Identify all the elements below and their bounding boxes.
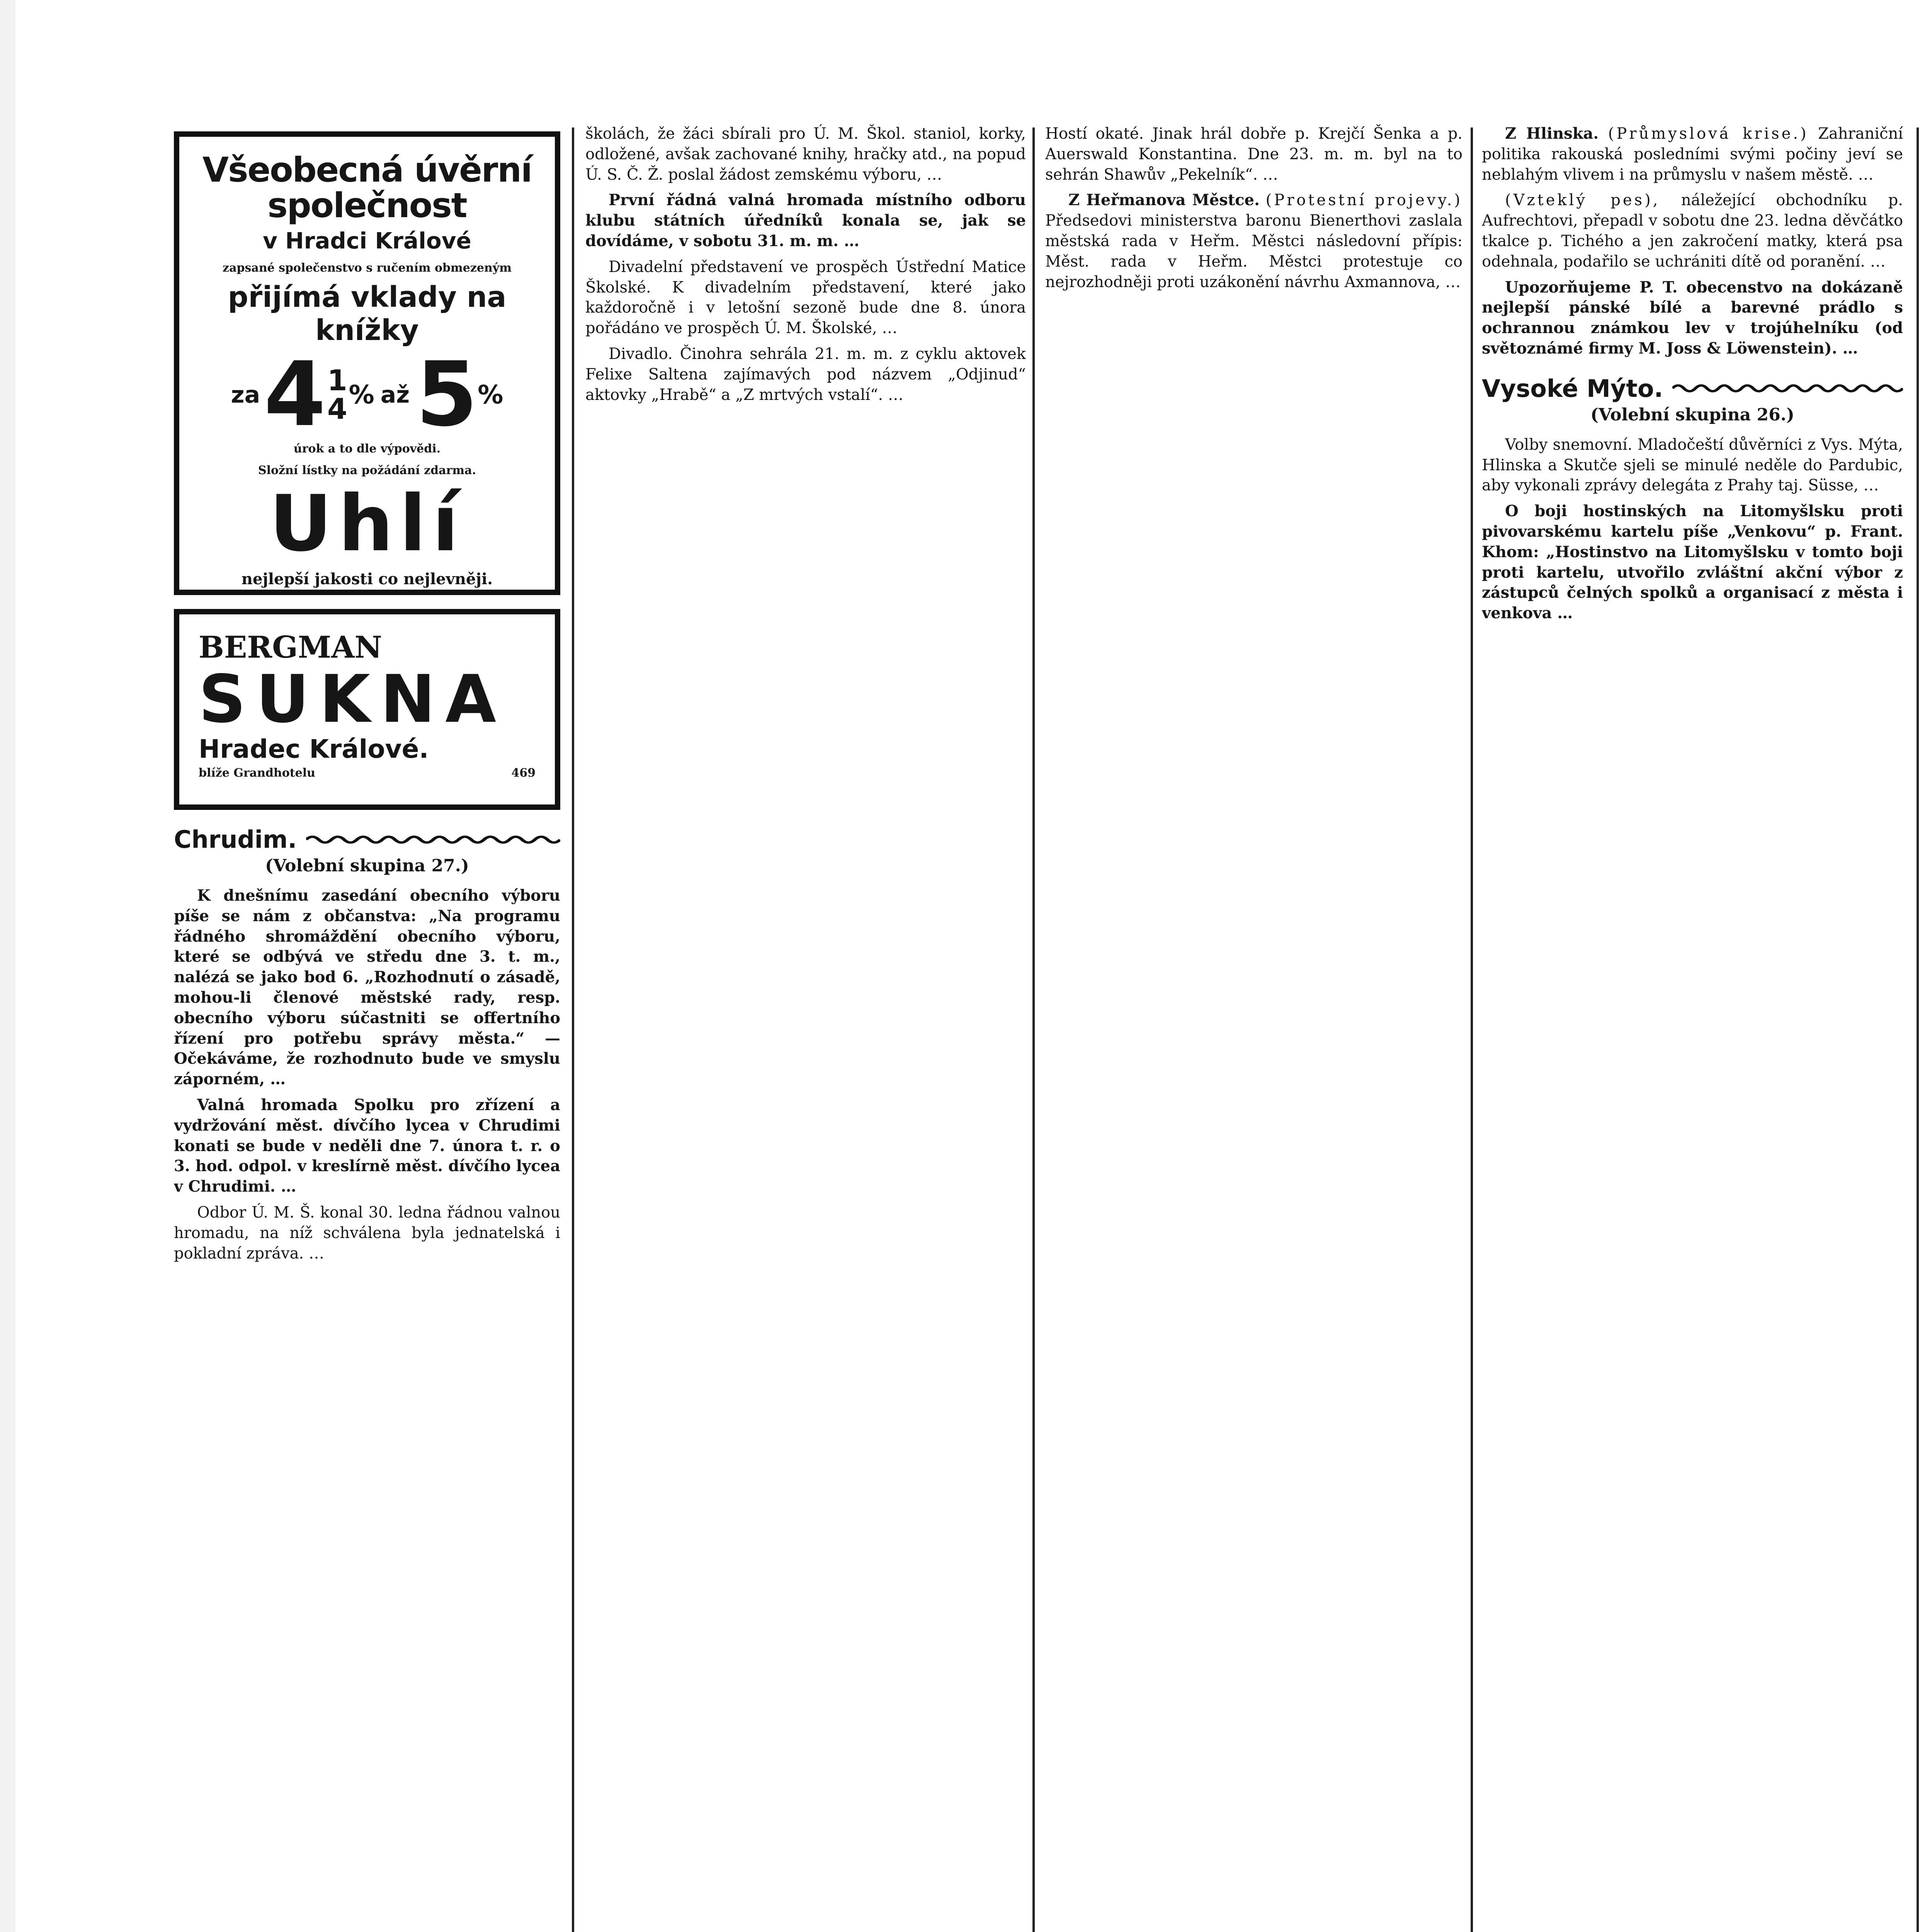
bank-accepts: přijímá vklady na knížky	[228, 281, 507, 347]
hlinsko-text: Zahraniční politika rakouská posledními svými počiny jeví se neblahým vlivem i na průmyslu v našem městě. …	[1482, 125, 1903, 184]
bank-interest-note: úrok a to dle výpovědi.	[293, 442, 441, 456]
col4-article-4: O boji hostinských na Litomyšlsku proti pivovarskému kartelu píše „Venkovu“ p. Frant. Khom: „Hostinstvo na Litomyšlsku v tomto boji proti kartelu, utvořilo zvláštní akční výbor z zástupců čelných spolků a organisací z města i venkova …	[1482, 502, 1903, 622]
rate2-int: 5	[416, 343, 478, 447]
bank-legal-form: zapsané společenstvo s ručením obmezeným	[223, 261, 512, 275]
rabid-dog-text: náležející obchodníku p. Aufrechtovi, přepadl v sobotu dne 23. ledna děvčátko tkalce p. Tichého a jen zakročení matky, která psa odehnala, podařilo se uchrániti dítě od poranění. …	[1482, 191, 1903, 270]
rate2-pct: %	[478, 380, 503, 410]
ornament-squiggle-icon	[1672, 383, 1903, 394]
rate-za: za	[231, 381, 260, 408]
chrudim-title: Chrudim.	[174, 825, 297, 854]
sukna-city: Hradec Králové.	[199, 734, 429, 764]
coal-subtitle: nejlepší jakosti co nejlevněji.	[241, 570, 493, 588]
column-rule-2	[1032, 128, 1035, 1932]
chrudim-subtitle: (Volební skupina 27.)	[265, 856, 469, 876]
column-rule-1	[572, 128, 574, 1932]
column-3	[1045, 124, 1463, 298]
column-4	[1482, 124, 1903, 629]
rate1-pct: %	[349, 380, 374, 410]
vysoke-myto-section	[1482, 374, 1903, 624]
sukna-word: SUKNA	[199, 661, 507, 738]
sukna-address-row	[199, 766, 536, 780]
sukna-brand: BERGMAN	[199, 630, 382, 665]
sukna-address: blíže Grandhotelu	[199, 766, 315, 780]
hlinsko-tag: (Průmyslová krise.)	[1608, 125, 1809, 143]
column-rule-4	[1917, 128, 1919, 1932]
col2-article-4: Divadlo. Činohra sehrála 21. m. m. z cyklu aktovek Felixe Saltena zajímavých pod názvem „Odjinud“ aktovky „Hrabě“ a „Z mrtvých vstalí“. …	[585, 345, 1026, 404]
col2-article-2: První řádná valná hromada místního odboru klubu státních úředníků konala se, jak se dovídáme, v sobotu 31. m. m. …	[585, 191, 1026, 250]
bank-slips-note: Složní lístky na požádání zdarma.	[258, 463, 476, 477]
rate1-den: 4	[327, 392, 347, 426]
vysoke-myto-title: Vysoké Mýto.	[1482, 374, 1663, 403]
bank-advertisement	[174, 131, 560, 595]
chrudim-section	[174, 825, 560, 1264]
column-2	[585, 124, 1026, 410]
col4-article-1	[1482, 124, 1903, 185]
hermanuv-mestec-tag: (Protestní projevy.)	[1265, 191, 1463, 209]
bank-title: Všeobecná úvěrní společnost	[202, 150, 532, 226]
column-rule-3	[1471, 128, 1473, 1932]
chrudim-article-3: Odbor Ú. M. Š. konal 30. ledna řádnou valnou hromadu, na níž schválena byla jednatelská i pokladní zpráva. …	[174, 1203, 560, 1262]
rate1-fraction	[327, 364, 347, 426]
ornament-squiggle-icon	[306, 834, 560, 845]
col2-article-1: školách, že žáci sbírali pro Ú. M. Škol. staniol, korky, odložené, avšak zachované knihy, hračky atd., na popud Ú. S. Č. Ž. poslal žádost zemskému výboru, …	[585, 125, 1026, 184]
sukna-number: 469	[511, 766, 536, 780]
column-1	[174, 131, 560, 1269]
chrudim-heading	[174, 825, 560, 854]
col3-article-2	[1045, 190, 1463, 292]
scan-edge	[0, 0, 15, 1932]
col3-article-1: Hostí okaté. Jinak hrál dobře p. Krejčí Šenka a p. Auerswald Konstantina. Dne 23. m. m. byl na to sehrán Shawův „Pekelník“. …	[1045, 125, 1463, 184]
bank-city: v Hradci Králové	[263, 227, 471, 254]
rate1-int: 4	[264, 343, 326, 447]
rate-az: až	[380, 381, 410, 408]
rate1-num: 1	[327, 364, 347, 397]
laundry-notice: Upozorňujeme P. T. obecenstvo na dokázaně nejlepší pánské bílé a barevné prádlo s ochrannou známkou lev v trojúhelníku (od světoznámé firmy M. Joss & Löwenstein). …	[1482, 278, 1903, 357]
vysoke-myto-heading	[1482, 374, 1903, 403]
hermanuv-mestec-title: Z Heřmanova Městce.	[1068, 191, 1260, 209]
col4-article-3: Volby snemovní. Mladočeští důvěrníci z Vys. Mýta, Hlinska a Skutče sjeli se minulé neděle do Pardubic, aby vykonali zprávy delegáta z Prahy taj. Süsse, …	[1482, 435, 1903, 495]
hermanuv-mestec-text: Předsedovi ministerstva baronu Bienerthovi zaslala městská rada v Heřm. Městci následovní přípis: Měst. rada v Heřm. Městci protestuje co nejrozhodněji proti uzákonění návrhu Axmannova, …	[1045, 212, 1463, 291]
sukna-advertisement	[174, 609, 560, 810]
coal-heading: Uhlí	[269, 479, 465, 569]
vysoke-myto-subtitle: (Volební skupina 26.)	[1590, 405, 1794, 425]
interest-rate	[191, 343, 543, 447]
chrudim-article-1: K dnešnímu zasedání obecního výboru píše se nám z občanstva: „Na programu řádného shromáždění obecního výboru, které se odbývá ve středu dne 3. t. m., nalézá se jako bod 6. „Rozhodnutí o zásadě, mohou-li členové městské rady, resp. obecního výboru súčastniti se offertního řízení pro potřebu správy města.“ — Očekáváme, že rozhodnuto bude ve smyslu záporném, …	[174, 886, 560, 1088]
col2-article-3: Divadelní představení ve prospěch Ústřední Matice Školské. K divadelním představení, které jako každoročně i v letošní sezoně bude dne 8. února pořádáno ve prospěch Ú. M. Školské, …	[585, 258, 1026, 337]
col4-article-2	[1482, 190, 1903, 272]
chrudim-article-2: Valná hromada Spolku pro zřízení a vydržování měst. dívčího lycea v Chrudimi konati se bude v neděli dne 7. února t. r. o 3. hod. odpol. v kreslírně měst. dívčího lycea v Chrudimi. …	[174, 1095, 560, 1196]
hlinsko-title: Z Hlinska.	[1505, 124, 1599, 143]
rabid-dog-tag: (Vzteklý pes),	[1505, 191, 1660, 209]
